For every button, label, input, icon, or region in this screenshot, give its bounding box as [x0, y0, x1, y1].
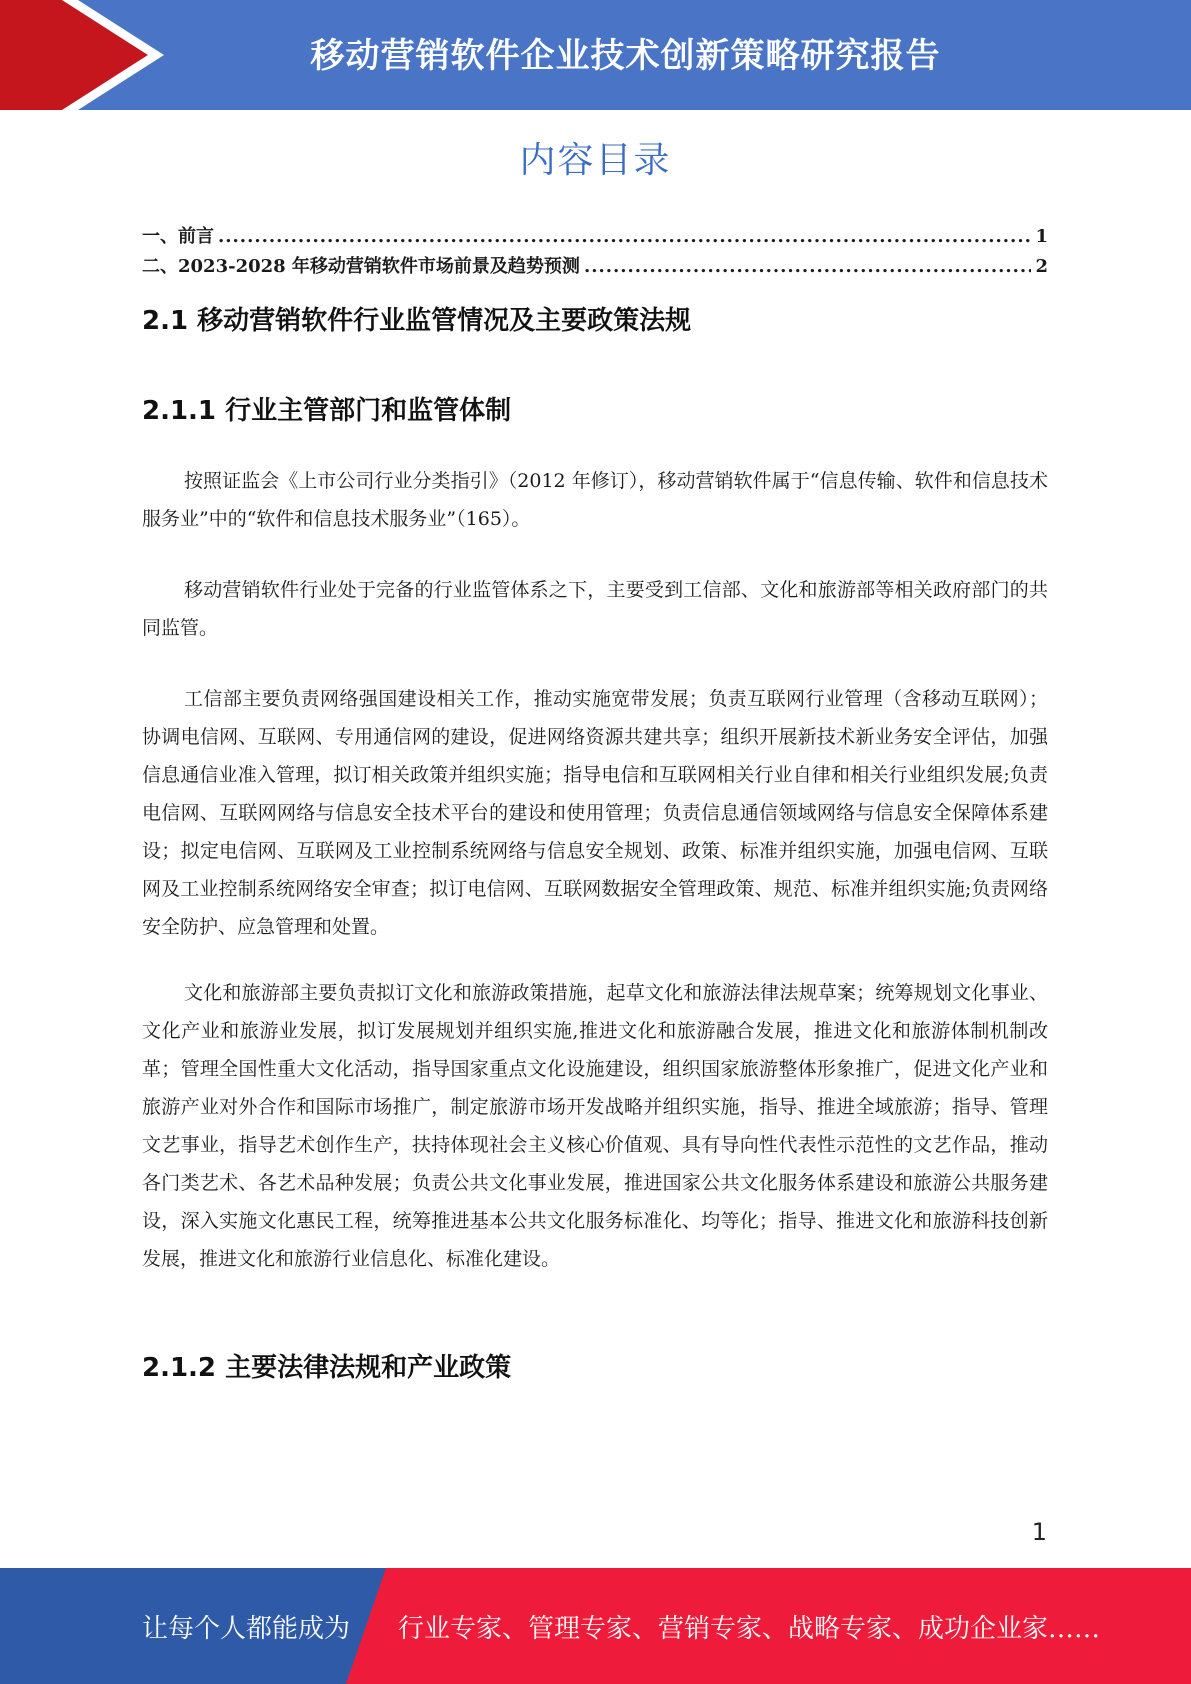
- report-title: 移动营销软件企业技术创新策略研究报告: [310, 35, 941, 76]
- section-heading-2-1: 2.1 移动营销软件行业监管情况及主要政策法规: [142, 306, 692, 336]
- toc-entry[interactable]: [142, 222, 1048, 252]
- toc-leader-dots: [218, 226, 1031, 247]
- page-footer: [0, 1568, 1191, 1684]
- page-number: 1: [1031, 1518, 1047, 1546]
- toc-entry-page: 2: [1035, 256, 1048, 277]
- body-paragraph: 文化和旅游部主要负责拟订文化和旅游政策措施，起草文化和旅游法律法规草案；统筹规划文化事业、文化产业和旅游业发展，拟订发展规划并组织实施,推进文化和旅游融合发展，推进文化和旅游体制机制改革；管理全国性重大文化活动，指导国家重点文化设施建设，组织国家旅游整体形象推广，促进文化产业和旅游产业对外合作和国际市场推广，制定旅游市场开发战略并组织实施，指导、推进全域旅游；指导、管理文艺事业，指导艺术创作生产，扶持体现社会主义核心价值观、具有导向性代表性示范性的文艺作品，推动各门类艺术、各艺术品种发展；负责公共文化事业发展，推进国家公共文化服务体系建设和旅游公共服务建设，深入实施文化惠民工程，统筹推进基本公共文化服务标准化、均等化；指导、推进文化和旅游科技创新发展，推进文化和旅游行业信息化、标准化建设。: [142, 982, 1048, 1270]
- footer-slogan-right: 行业专家、管理专家、营销专家、战略专家、成功企业家……: [398, 1613, 1101, 1644]
- toc-entry[interactable]: [142, 252, 1048, 282]
- toc-leader-dots: [584, 256, 1032, 277]
- toc-title: 内容目录: [519, 140, 672, 181]
- page-header: [0, 0, 1191, 110]
- body-paragraph: 按照证监会《上市公司行业分类指引》（2012 年修订），移动营销软件属于“信息传输、软件和信息技术服务业”中的“软件和信息技术服务业”（165）。: [142, 470, 1048, 530]
- section-heading-2-1-2: 2.1.2 主要法律法规和产业政策: [142, 1353, 512, 1383]
- body-paragraph: 移动营销软件行业处于完备的行业监管体系之下，主要受到工信部、文化和旅游部等相关政府部门的共同监管。: [142, 579, 1048, 639]
- body-paragraph: 工信部主要负责网络强国建设相关工作，推动实施宽带发展；负责互联网行业管理（含移动互联网）；协调电信网、互联网、专用通信网的建设，促进网络资源共建共享；组织开展新技术新业务安全评估，加强信息通信业准入管理，拟订相关政策并组织实施；指导电信和互联网相关行业自律和相关行业组织发展;负责电信网、互联网网络与信息安全技术平台的建设和使用管理；负责信息通信领域网络与信息安全保障体系建设；拟定电信网、互联网及工业控制系统网络与信息安全规划、政策、标准并组织实施，加强电信网、互联网及工业控制系统网络安全审查；拟订电信网、互联网数据安全管理政策、规范、标准并组织实施;负责网络安全防护、应急管理和处置。: [142, 688, 1048, 938]
- toc-entry-label: 一、前言: [142, 226, 214, 247]
- table-of-contents: [142, 222, 1048, 282]
- toc-entry-label: 二、2023-2028 年移动营销软件市场前景及趋势预测: [142, 256, 580, 277]
- footer-slogan-left: 让每个人都能成为: [142, 1613, 351, 1644]
- toc-entry-page: 1: [1035, 226, 1048, 247]
- section-heading-2-1-1: 2.1.1 行业主管部门和监管体制: [142, 396, 512, 426]
